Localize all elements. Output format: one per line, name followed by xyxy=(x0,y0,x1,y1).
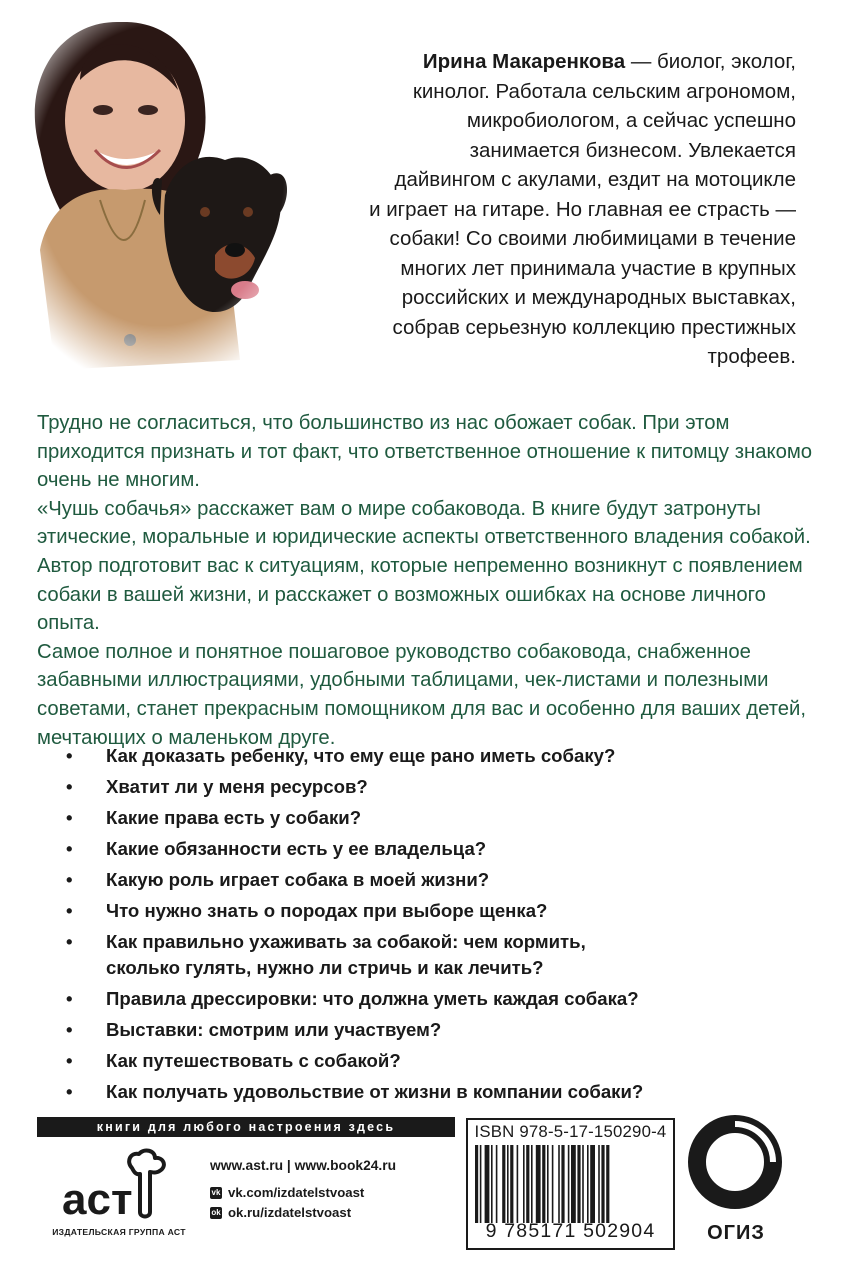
bio-line: российских и международных выставках, xyxy=(401,286,796,309)
question-item: • Какие обязанности есть у ее владельца? xyxy=(66,836,826,862)
vk-link[interactable] xyxy=(210,1185,364,1200)
barcode-bar xyxy=(542,1145,545,1223)
annotation-paragraph: «Чушь собачья» расскажет вам о мире собаковода. В книге будут затронуты этические, моральные и юридические аспекты ответственного владения собакой. Автор подготовит вас к ситуациям, которые непременно возникнут с появлением собаки в вашей жизни, и расскажет о возможных ошибках на основе личного опыта. xyxy=(37,497,811,635)
ast-logo-text: аст xyxy=(62,1175,133,1223)
vk-link-text: vk.com/izdatelstvoast xyxy=(228,1185,365,1200)
bio-line: микробиологом, а сейчас успешно xyxy=(466,109,796,132)
book-annotation xyxy=(37,409,827,752)
barcode-bar xyxy=(571,1145,576,1223)
ogiz-imprint: ОГИЗ xyxy=(707,1222,765,1244)
barcode-bar xyxy=(517,1145,519,1223)
author-name: Ирина Макаренкова xyxy=(422,50,626,73)
question-item: • Как доказать ребенку, что ему еще рано иметь собаку? xyxy=(66,743,826,769)
question-item: • Какие права есть у собаки? xyxy=(66,805,826,831)
barcode-bar xyxy=(568,1145,570,1223)
barcode-box xyxy=(466,1118,675,1250)
question-item: • Выставки: смотрим или участвуем? xyxy=(66,1017,826,1043)
question-item: • Как правильно ухаживать за собакой: чем кормить, сколько гулять, нужно ли стричь и как лечить? xyxy=(66,929,826,980)
author-bio xyxy=(326,47,796,372)
bio-line: кинолог. Работала сельским агрономом, xyxy=(412,79,796,103)
question-item: • Что нужно знать о породах при выборе щенка? xyxy=(66,898,826,924)
bio-line: собаки! Со своими любимицами в течение xyxy=(389,227,796,250)
bio-line: Ирина Макаренкова — биолог, эколог, xyxy=(422,50,796,73)
annotation-paragraph: Трудно не согласиться, что большинство из нас обожает собак. При этом приходится признать и тот факт, что ответственное отношение к питомцу знакомо очень не многим. xyxy=(37,412,813,492)
barcode-bar xyxy=(558,1145,560,1223)
barcode-bar xyxy=(598,1145,600,1223)
question-item: • Как получать удовольствие от жизни в компании собаки? xyxy=(66,1079,826,1105)
barcode-bar xyxy=(502,1145,505,1223)
ok-link[interactable] xyxy=(210,1205,351,1220)
publisher-group: ИЗДАТЕЛЬСКАЯ ГРУППА АСТ xyxy=(52,1227,186,1237)
publisher-sites[interactable]: www.ast.ru | www.book24.ru xyxy=(210,1158,397,1173)
barcode-bar xyxy=(577,1145,580,1223)
question-item: • Хватит ли у меня ресурсов? xyxy=(66,774,826,800)
barcode-bar xyxy=(531,1145,533,1223)
barcode-bar xyxy=(491,1145,493,1223)
barcode-bar xyxy=(496,1145,498,1223)
vk-icon: vk xyxy=(211,1187,221,1197)
barcode-bar xyxy=(582,1145,584,1223)
barcode-bar xyxy=(547,1145,549,1223)
annotation-paragraph: Самое полное и понятное пошаговое руководство собаковода, снабженное забавными иллюстрациями, удобными таблицами, чек-листами и полезными советами, станет прекрасным помощником для вас и особенно для ваших детей, мечтающих о маленьком друге. xyxy=(37,640,807,749)
bio-line: многих лет принимала участие в крупных xyxy=(400,256,796,280)
barcode-bar xyxy=(475,1145,478,1223)
barcode-bar xyxy=(601,1145,604,1223)
barcode-bars xyxy=(475,1145,665,1223)
barcode-bar xyxy=(507,1145,509,1223)
mood-strip: книги для любого настроения здесь xyxy=(37,1117,455,1137)
ast-logo xyxy=(60,1148,170,1223)
author-photo xyxy=(0,0,320,390)
barcode-bar xyxy=(552,1145,554,1223)
ok-icon: ok xyxy=(211,1207,221,1217)
bio-line: занимается бизнесом. Увлекается xyxy=(469,138,796,162)
question-list xyxy=(66,743,826,1110)
question-item: • Какую роль играет собака в моей жизни? xyxy=(66,867,826,893)
bio-line: собрав серьезную коллекцию престижных xyxy=(392,315,796,339)
bio-line: и играет на гитаре. Но главная ее страсть — xyxy=(369,197,796,221)
barcode-bar xyxy=(523,1145,525,1223)
barcode-bar xyxy=(561,1145,564,1223)
barcode-bar xyxy=(536,1145,541,1223)
barcode-bar xyxy=(480,1145,482,1223)
bio-line: трофеев. xyxy=(707,345,796,368)
barcode-bar xyxy=(587,1145,589,1223)
ogiz-logo xyxy=(685,1112,785,1212)
barcode-bar xyxy=(510,1145,513,1223)
barcode-bar xyxy=(606,1145,609,1223)
question-item: • Правила дрессировки: что должна уметь каждая собака? xyxy=(66,986,826,1012)
bio-line: дайвингом с акулами, ездит на мотоцикле xyxy=(394,168,796,191)
question-item: • Как путешествовать с собакой? xyxy=(66,1048,826,1074)
isbn-text: ISBN 978-5-17-150290-4 xyxy=(474,1122,667,1141)
barcode-number: 9 785171 502904 xyxy=(485,1220,656,1242)
barcode-bar xyxy=(590,1145,595,1223)
ok-link-text: ok.ru/izdatelstvoast xyxy=(228,1205,352,1220)
barcode-bar xyxy=(526,1145,529,1223)
barcode-bar xyxy=(485,1145,490,1223)
